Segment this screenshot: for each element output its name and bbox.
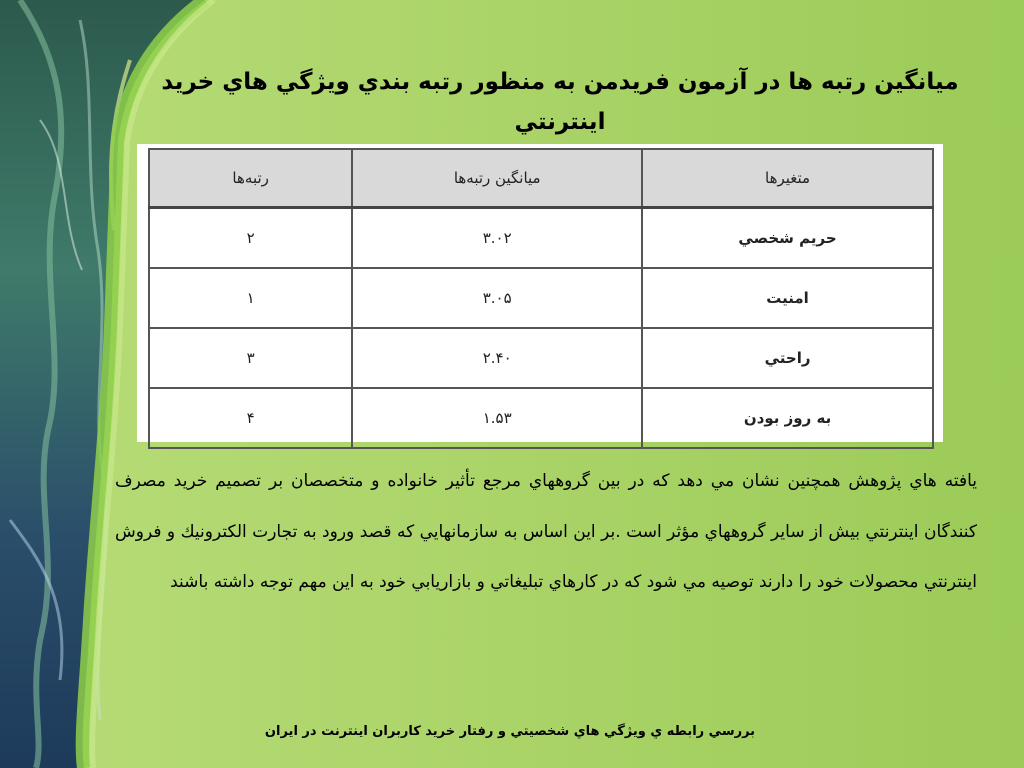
cell-variable: به روز بودن [642,388,933,448]
friedman-ranks-table [148,148,934,449]
cell-rank: ۲ [149,208,352,269]
cell-mean-rank: ۳.۰۲ [352,208,642,269]
header-rank: رتبه‌ها [149,149,352,208]
table-frame [137,144,943,442]
findings-paragraph: يافته هاي پژوهش همچنين نشان مي دهد كه در بين گروههاي مرجع تأثير خانواده و متخصصان بر تصميم خريد مصرف كنندگان اينترنتي بيش از ساير گروههاي مؤثر است .بر اين اساس به سازمانهايي كه قصد ورود به تجارت الكترونيك و فروش اينترنتي محصولات خود را دارند توصيه مي شود كه در كارهاي تبليغاتي و بازاريابي خود به اين مهم توجه داشته باشند [115,471,977,592]
table-header-row [149,149,933,208]
cell-variable: راحتي [642,328,933,388]
header-variables: متغيرها [642,149,933,208]
table-row [149,268,933,328]
table-row [149,328,933,388]
table-row [149,388,933,448]
cell-rank: ۳ [149,328,352,388]
slide-footer: بررسي رابطه ي ويژگي هاي شخصيتي و رفتار خريد كاربران اينترنت در ايران [264,724,756,739]
cell-rank: ۴ [149,388,352,448]
cell-mean-rank: ۳.۰۵ [352,268,642,328]
table-row [149,208,933,269]
slide-title: ميانگين رتبه ها در آزمون فريدمن به منظور رتبه بندي ويژگي هاي خريد اينترنتي [161,69,959,135]
cell-rank: ۱ [149,268,352,328]
cell-mean-rank: ۱.۵۳ [352,388,642,448]
cell-variable: حريم شخصي [642,208,933,269]
cell-variable: امنيت [642,268,933,328]
header-mean-rank: ميانگين رتبه‌ها [352,149,642,208]
cell-mean-rank: ۲.۴۰ [352,328,642,388]
